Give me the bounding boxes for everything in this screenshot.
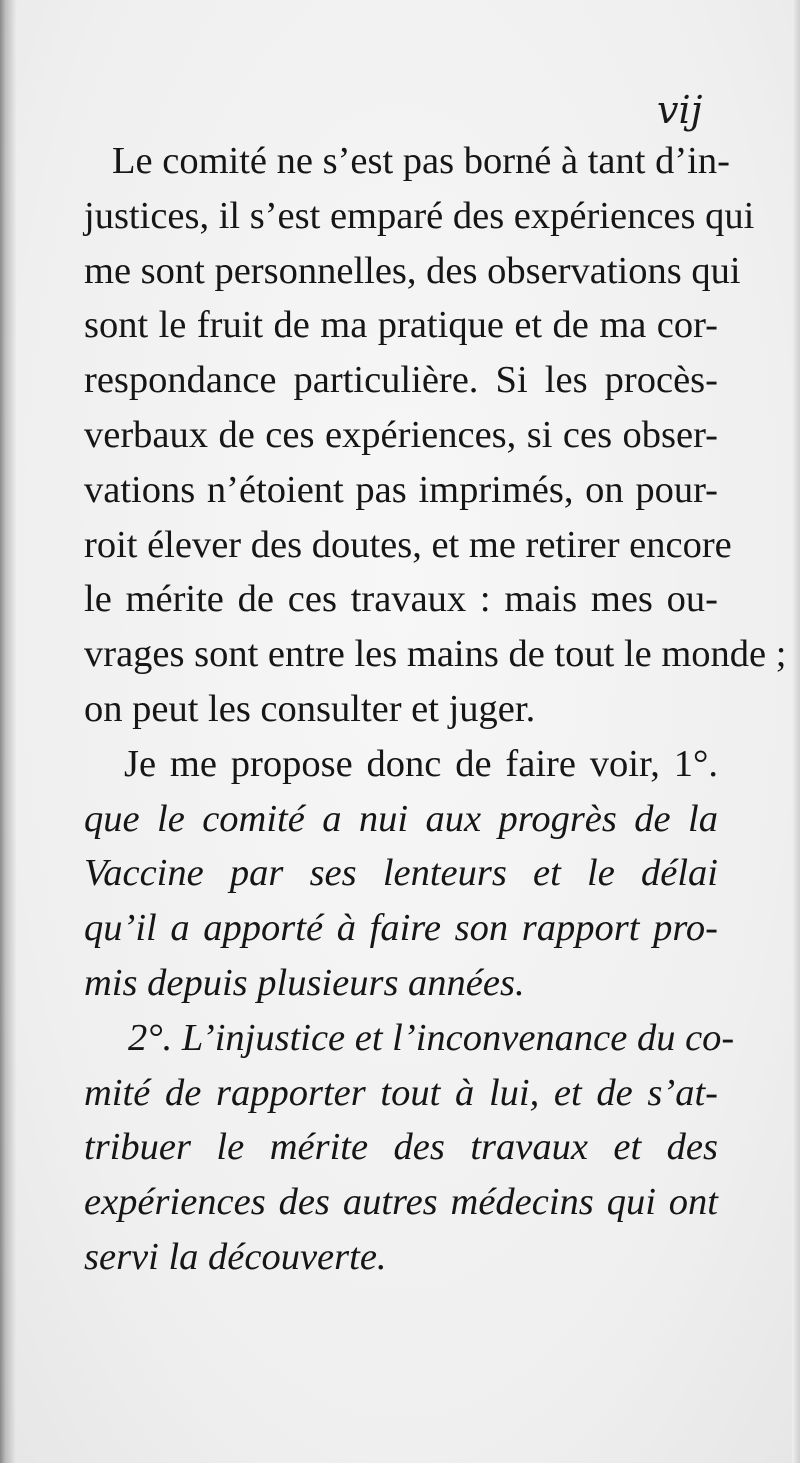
- text-line: mité de rapporter tout à lui, et de s’at-: [84, 1071, 718, 1114]
- page-gutter-shadow: [0, 0, 16, 1463]
- text-line: que le comité a nui aux progrès de la: [84, 797, 718, 840]
- text-line: justices, il s’est emparé des expériences qui: [84, 194, 755, 237]
- text-line: sont le fruit de ma pratique et de ma cor-: [84, 304, 718, 347]
- text-line: le mérite de ces travaux : mais mes ou-: [84, 578, 718, 621]
- text-line: respondance particulière. Si les procès-: [84, 359, 718, 402]
- text-line: expériences des autres médecins qui ont: [84, 1181, 718, 1224]
- text-line: qu’il a apporté à faire son rapport pro-: [84, 907, 718, 950]
- paragraph-1: [84, 134, 787, 737]
- text-line: vrages sont entre les mains de tout le monde ;: [84, 633, 787, 676]
- paragraph-3: [84, 1011, 735, 1285]
- page-edge: [792, 0, 800, 1463]
- text-line: servi la découverte.: [84, 1235, 387, 1278]
- text-line: mis depuis plusieurs années.: [84, 961, 525, 1004]
- paragraph-2: [84, 737, 718, 1011]
- text-line: vations n’étoient pas imprimés, on pour-: [84, 468, 718, 511]
- text-line: verbaux de ces expériences, si ces obser-: [84, 413, 718, 456]
- text-line: roit élever des doutes, et me retirer encore: [84, 523, 732, 566]
- text-line: Je me propose donc de faire voir, 1°.: [124, 742, 718, 785]
- page-number: vij: [657, 88, 703, 132]
- body-text: [84, 134, 787, 1285]
- text-line: 2°. L’injustice et l’inconvenance du co-: [128, 1016, 735, 1059]
- text-line: Vaccine par ses lenteurs et le délai: [84, 852, 718, 895]
- text-line: on peut les consulter et juger.: [84, 687, 536, 730]
- text-line: me sont personnelles, des observations qui: [84, 249, 741, 292]
- text-line: Le comité ne s’est pas borné à tant d’in-: [112, 140, 730, 182]
- text-line: tribuer le mérite des travaux et des: [84, 1126, 718, 1169]
